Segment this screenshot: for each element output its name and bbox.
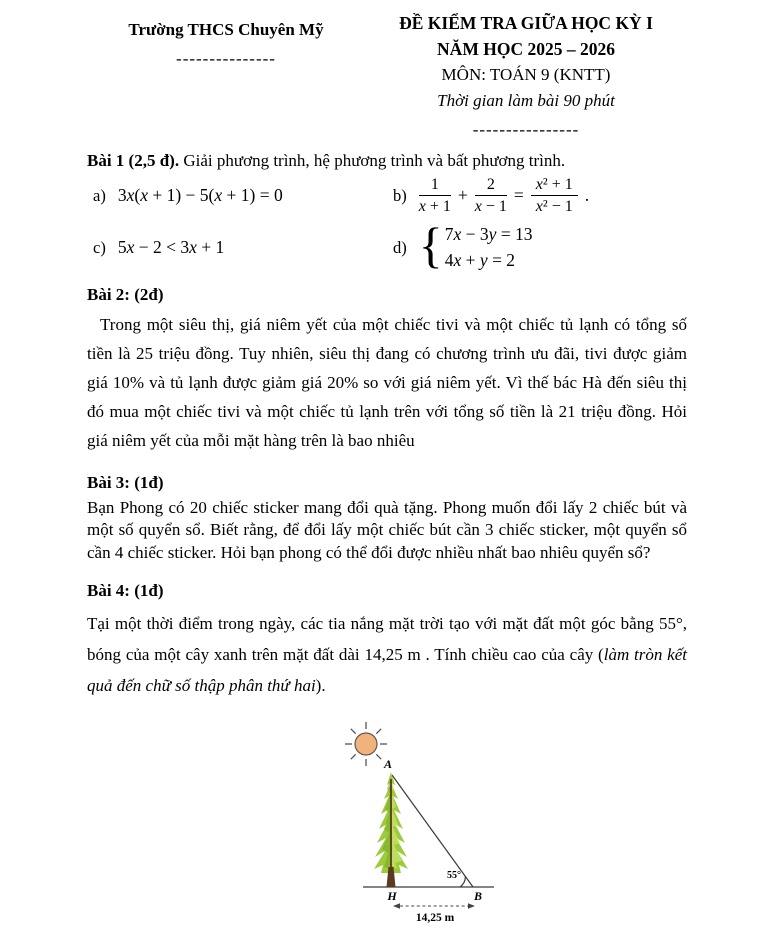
part-c-label: c) (93, 237, 106, 257)
fraction-3-numerator: x² + 1 (531, 175, 578, 196)
problem2-title: Bài 2: (2đ) (87, 285, 164, 305)
subject-line: MÔN: TOÁN 9 (KNTT) (441, 65, 611, 84)
part-d-label: d) (393, 237, 407, 257)
problem4-title: Bài 4: (1đ) (87, 581, 164, 601)
part-b-label: b) (393, 185, 407, 205)
point-a-label: A (383, 757, 393, 772)
equation-system (418, 217, 533, 274)
problem4-body-italic: làm tròn kết quả đến chữ số thập phân thứ hai (87, 645, 687, 696)
problem1-instruction: Giải phương trình, hệ phương trình và bất phương trình. (179, 151, 566, 170)
system-lines (445, 222, 533, 273)
problem1-title: Bài 1 (2,5 đ). (87, 151, 180, 170)
equals-operator: = (513, 185, 524, 206)
equation-a (93, 185, 393, 206)
exam-title: ĐỀ KIỂM TRA GIỮA HỌC KỲ I (399, 13, 653, 33)
equation-b-text (419, 175, 589, 216)
problem4-body-main: Tại một thời điểm trong ngày, các tia nắng mặt trời tạo với mặt đất một góc bằng 55°, bóng của một cây xanh trên mặt đất dài 14,25 m . Tính chiều cao của cây ( (87, 614, 687, 665)
angle-label: 55° (447, 870, 461, 882)
header-divider: ---------------- (472, 120, 580, 139)
problem3-title: Bài 3: (1đ) (87, 472, 164, 492)
system-line-2: 4x + y = 2 (444, 249, 516, 270)
problem1-equations (93, 175, 687, 273)
problem4-figure (343, 719, 687, 936)
fraction-1 (419, 175, 451, 216)
school-year: NĂM HỌC 2025 – 2026 (437, 39, 615, 59)
point-b-label: B (473, 889, 483, 904)
problem3-body: Bạn Phong có 20 chiếc sticker mang đổi quà tặng. Phong muốn đổi lấy 2 chiếc bút và một số quyển sổ. Biết rằng, để đổi lấy một chiếc bút cần 3 chiếc sticker, một quyển sổ cần 4 chiếc sticker. Hỏi bạn phong có thể đổi được nhiều nhất bao nhiêu quyển sổ? (87, 497, 687, 562)
header (87, 10, 687, 143)
equation-d (393, 217, 687, 274)
point-h-label: H (387, 889, 397, 904)
equation-b (393, 175, 687, 216)
fraction-2-numerator: 2 (475, 175, 507, 196)
system-line-1: 7x − 3y = 13 (444, 224, 533, 245)
tree-shadow-diagram (343, 719, 511, 931)
problem4-body-close: ). (315, 676, 326, 696)
problem4-body (87, 609, 687, 702)
equation-c (93, 237, 393, 258)
fraction-1-numerator: 1 (419, 175, 451, 196)
fraction-2-denominator: x − 1 (474, 198, 507, 216)
fraction-1-denominator: x + 1 (418, 198, 451, 216)
problem1-section (87, 151, 687, 273)
distance-label: 14,25 m (415, 912, 455, 925)
header-left (87, 10, 365, 143)
fraction-3 (531, 175, 578, 216)
exam-duration: Thời gian làm bài 90 phút (437, 91, 615, 110)
problem1-heading (87, 151, 687, 171)
sun-icon (345, 722, 387, 766)
part-a-label: a) (93, 185, 106, 205)
header-right (365, 10, 687, 143)
problem4-section (87, 581, 687, 936)
equation-b-period: . (584, 185, 590, 206)
fraction-2 (475, 175, 507, 216)
measure-arrow (393, 903, 475, 909)
problem2-body: Trong một siêu thị, giá niêm yết của một chiếc tivi và một chiếc tủ lạnh có tổng số tiền là 25 triệu đồng. Tuy nhiên, siêu thị đang có chương trình ưu đãi, tivi được giảm giá 10% và tủ lạnh được giảm giá 20% so với giá niêm yết. Vì thế bác Hà đến siêu thị đó mua một chiếc tivi và một chiếc tủ lạnh trên với tổng số tiền là 21 triệu đồng. Hỏi giá niêm yết của mỗi mặt hàng trên là bao nhiêu (87, 315, 687, 450)
equation-c-text: 5x − 2 < 3x + 1 (117, 237, 225, 258)
equation-a-text: 3x(x + 1) − 5(x + 1) = 0 (117, 185, 283, 206)
problem2-section (87, 285, 687, 455)
system-brace: { (418, 217, 443, 274)
plus-operator: + (457, 185, 468, 206)
school-divider: --------------- (176, 49, 276, 68)
school-name: Trường THCS Chuyên Mỹ (128, 20, 324, 39)
fraction-3-denominator: x² − 1 (535, 198, 573, 216)
problem3-section (87, 473, 687, 565)
sun-disc (355, 733, 377, 755)
